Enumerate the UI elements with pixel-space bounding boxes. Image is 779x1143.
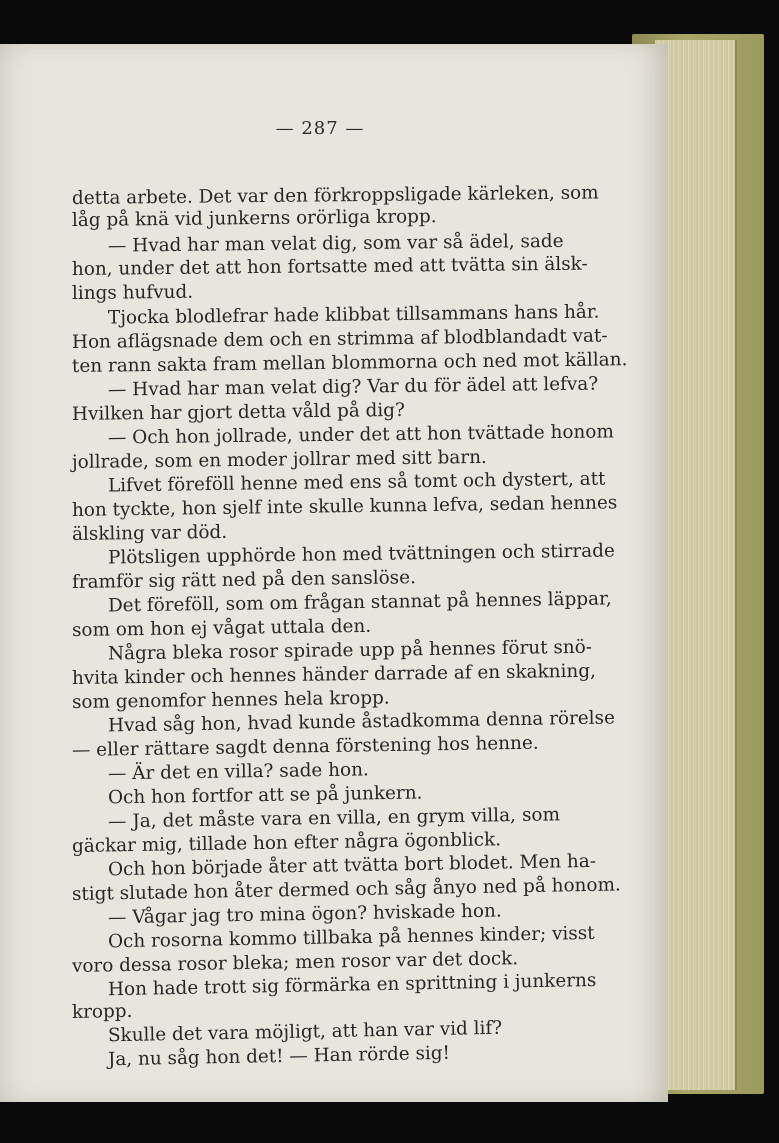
text-line: hon tyckte, hon sjelf inte skulle kunna lefva, sedan hennes xyxy=(71,492,618,521)
book-page xyxy=(0,44,668,1102)
text-line: — Ja, det måste vara en villa, en grym villa, som xyxy=(107,804,561,833)
text-line: detta arbete. Det var den förkroppsligade kärleken, som xyxy=(71,182,599,209)
text-line: som genomfor hennes hela kropp. xyxy=(71,687,390,713)
text-line: framför sig rätt ned på den sanslöse. xyxy=(71,567,417,593)
text-line: Plötsligen upphörde hon med tvättningen och stirrade xyxy=(107,540,615,569)
text-line: voro dessa rosor bleka; men rosor var det dock. xyxy=(71,948,519,977)
text-line: Hon aflägsnade dem och en strimma af blodblandadt vat- xyxy=(71,325,608,353)
text-line: lings hufvud. xyxy=(71,281,194,304)
text-line: hvita kinder och hennes händer darrade af en skakning, xyxy=(71,660,597,689)
page-number: — 287 — xyxy=(275,118,365,139)
text-line: — Hvad har man velat dig, som var så ädel, sade xyxy=(107,230,564,257)
text-line: jollrade, som en moder jollrar med sitt barn. xyxy=(71,446,487,473)
text-line: som om hon ej vågat uttala den. xyxy=(71,615,372,641)
text-line: Hvad såg hon, hvad kunde åstadkomma denna rörelse xyxy=(107,707,616,737)
text-line: Hvilken har gjort detta våld på dig? xyxy=(71,399,406,425)
text-line: — Hvad har man velat dig? Var du för ädel att lefva? xyxy=(107,373,599,401)
text-line: låg på knä vid junkerns orörliga kropp. xyxy=(71,206,437,231)
text-line: kropp. xyxy=(71,1000,133,1023)
text-line: Några bleka rosor spirade upp på hennes förut snö- xyxy=(107,636,593,665)
text-line: stigt slutade hon åter dermed och såg ånyo ned på honom. xyxy=(71,874,621,905)
text-line: Skulle det vara möjligt, att han var vid lif? xyxy=(107,1017,503,1047)
text-line: Och hon fortfor att se på junkern. xyxy=(107,782,423,809)
text-line: Hon hade trott sig förmärka en sprittning i junkerns xyxy=(107,969,597,1001)
text-line: ten rann sakta fram mellan blommorna och ned mot källan. xyxy=(71,349,628,377)
text-line: älskling var död. xyxy=(71,521,228,545)
text-line: gäckar mig, tillade hon efter några ögonblick. xyxy=(71,829,502,857)
text-line: hon, under det att hon fortsatte med att tvätta sin älsk- xyxy=(71,253,588,280)
text-line: Lifvet föreföll henne med ens så tomt och dystert, att xyxy=(107,468,606,497)
text-line: Och hon började åter att tvätta bort blodet. Men ha- xyxy=(107,850,597,881)
text-line: Och rosorna kommo tillbaka på hennes kinder; visst xyxy=(107,922,595,953)
text-line: — Och hon jollrade, under det att hon tvättade honom xyxy=(107,421,614,449)
text-line: — Vågar jag tro mina ögon? hviskade hon. xyxy=(107,900,502,929)
text-line: — Är det en villa? sade hon. xyxy=(107,759,369,785)
text-line: Ja, nu såg hon det! — Han rörde sig! xyxy=(107,1042,451,1071)
text-line: Tjocka blodlefrar hade klibbat tillsammans hans hår. xyxy=(107,301,600,329)
text-line: Det föreföll, som om frågan stannat på hennes läppar, xyxy=(107,588,612,617)
text-line: — eller rättare sagdt denna förstening hos henne. xyxy=(71,732,539,761)
